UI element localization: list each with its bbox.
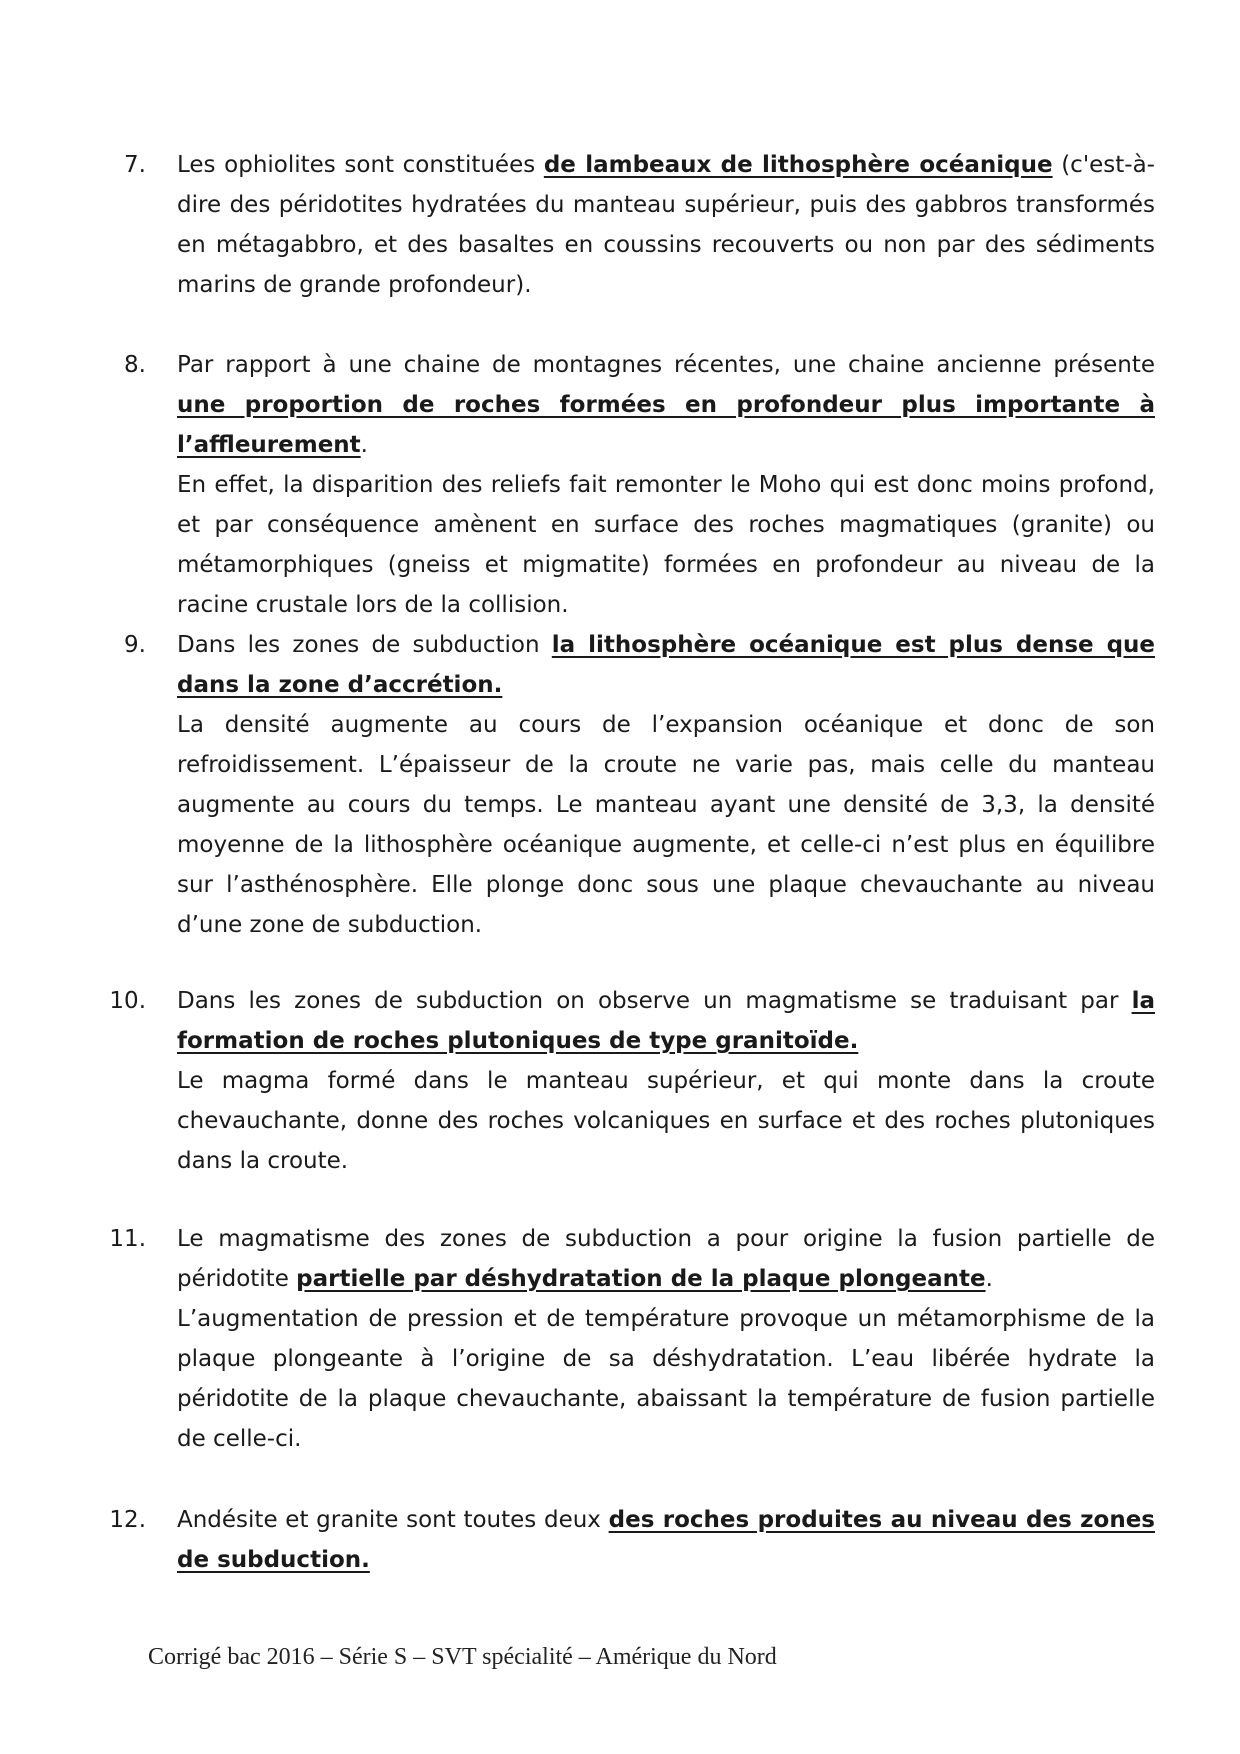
answer-item-11 — [109, 1219, 1155, 1459]
item-explanation: L’augmentation de pression et de température provoque un métamorphisme de la plaque plongeante à l’origine de sa déshydratation. L’eau libérée hydrate la péridotite de la plaque chevauchante, abaissant la température de fusion partielle de celle-ci. — [177, 1306, 1155, 1452]
answer-item-12 — [109, 1500, 1155, 1580]
item-statement — [150, 625, 1155, 705]
item-number: 12. — [109, 1507, 146, 1533]
key-answer: de lambeaux de lithosphère océanique — [543, 152, 1053, 178]
statement-text: Le magmatisme des zones de subduction a pour origine la fusion partielle de péridotite — [177, 1226, 1155, 1292]
answer-item-10 — [109, 981, 1155, 1181]
item-explanation: Le magma formé dans le manteau supérieur, et qui monte dans la croute chevauchante, donne des roches volcaniques en surface et des roches plutoniques dans la croute. — [177, 1068, 1155, 1174]
item-explanation: En effet, la disparition des reliefs fait remonter le Moho qui est donc moins profond, et par conséquence amènent en surface des roches magmatiques (granite) ou métamorphiques (gneiss et migmatite) formées en profondeur au niveau de la racine crustale lors de la collision. — [177, 472, 1155, 618]
key-answer: une proportion de roches formées en profondeur plus importante à l’affleurement — [177, 392, 1155, 458]
item-number: 7. — [124, 152, 146, 178]
item-statement — [150, 1500, 1155, 1580]
item-number: 11. — [109, 1226, 146, 1252]
statement-text: Les ophiolites sont constituées — [177, 152, 544, 178]
page-footer: Corrigé bac 2016 – Série S – SVT spécialité – Amérique du Nord — [148, 1644, 777, 1670]
answer-item-9 — [124, 625, 1156, 945]
item-number: 8. — [124, 352, 146, 378]
statement-text-end: (c'est-à-dire des péridotites hydratées du manteau supérieur, puis des gabbros transformés en métagabbro, et des basaltes en coussins recouverts ou non par des sédiments marins de grande profondeur). — [177, 152, 1155, 298]
item-statement — [150, 981, 1155, 1061]
key-answer: des roches produites au niveau des zones de subduction. — [177, 1507, 1155, 1573]
statement-text: Dans les zones de subduction — [177, 632, 552, 658]
answer-item-8 — [124, 345, 1155, 625]
key-answer: partielle par déshydratation de la plaque plongeante — [296, 1266, 986, 1292]
item-statement — [150, 345, 1155, 465]
item-statement — [150, 1219, 1155, 1299]
item-number: 9. — [124, 632, 146, 658]
item-statement — [150, 145, 1155, 305]
key-answer: la formation de roches plutoniques de type granitoïde. — [177, 988, 1155, 1054]
answer-item-7 — [124, 145, 1155, 305]
statement-text: Par rapport à une chaine de montagnes récentes, une chaine ancienne présente — [177, 352, 1155, 378]
item-explanation: La densité augmente au cours de l’expansion océanique et donc de son refroidissement. L’épaisseur de la croute ne varie pas, mais celle du manteau augmente au cours du temps. Le manteau ayant une densité de 3,3, la densité moyenne de la lithosphère océanique augmente, et celle-ci n’est plus en équilibre sur l’asthénosphère. Elle plonge donc sous une plaque chevauchante au niveau d’une zone de subduction. — [177, 712, 1155, 938]
statement-text-end: . — [985, 1266, 993, 1292]
item-number: 10. — [109, 988, 146, 1014]
key-answer: la lithosphère océanique est plus dense que dans la zone d’accrétion. — [177, 632, 1156, 698]
statement-text: Dans les zones de subduction on observe un magmatisme se traduisant par — [177, 988, 1132, 1014]
statement-text: Andésite et granite sont toutes deux — [177, 1507, 609, 1533]
statement-text-end: . — [360, 432, 368, 458]
